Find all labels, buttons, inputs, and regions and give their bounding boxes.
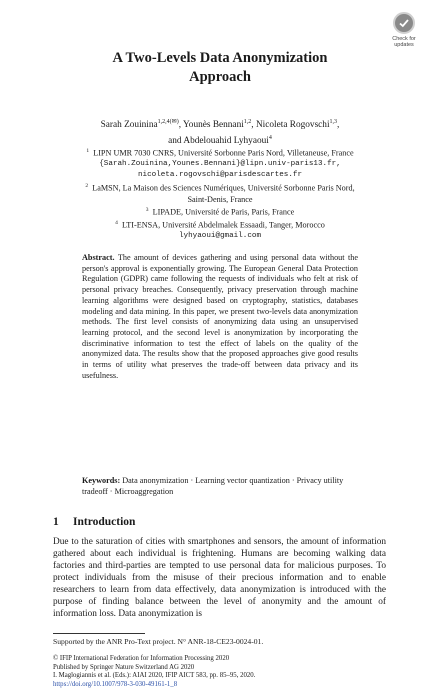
keywords-label: Keywords: [82, 476, 121, 485]
doi-link[interactable]: https://doi.org/10.1007/978-3-030-49161-1_8 [53, 680, 178, 688]
author-name: Nicoleta Rogovschi [255, 120, 330, 131]
author-list: Sarah Zouinina$^{1,2,4(✉)}$, Younès Bennani$^{1,2}$, Nicoleta Rogovschi$^{1,3}$, and Abdelouahid Lyhyaoui$^4$ [100, 119, 340, 147]
section-title: Introduction [73, 516, 136, 528]
affiliations: $^1$ LIPN UMR 7030 CNRS, Université Sorbonne Paris Nord, Villetaneuse, France {Sarah.Zouinina,Younes.Bennani}@lipn.univ-paris13.fr, nicoleta.rogovschi@parisdescartes.fr $^2$ LaMSN, La Maison des Sciences Numériques, Université Sorbonne Paris Nord, Saint-Denis, France $^3$ LIPADE, Université de Paris, Paris, France $^4$ LTI-ENSA, Université Abdelmalek Essaadi, Tanger, Morocco lyhyaoui@gmail.com [36, 146, 404, 243]
keywords [82, 476, 358, 497]
badge-label: Check for updates [392, 36, 416, 48]
author-name: and Abdelouahid Lyhyaoui [168, 136, 269, 147]
section-heading [53, 516, 135, 528]
affiliation-1-email[interactable]: nicoleta.rogovschi@parisdescartes.fr [137, 171, 303, 180]
abstract-text: The amount of devices gathering and using personal data without the person's approval is exponentially growing. The European General Data Protection Regulation (GDPR) came following the requests of individuals who felt at risk of personal privacy breaches. Consequently, privacy preservation through machine learning algorithms were designed based on cryptography, statistics, databases modeling and data mining. In this paper, we present two-levels data anonymization methods. The first level consists of anonymizing data using an unsupervised learning protocol, and the second level is anonymization by incorporating the discriminative information to test the effect of labels on the quality of the anonymized data. The results show that the proposed approaches give good results in terms of utility what preserves the trade-off between data privacy and its usefulness. [82, 253, 358, 380]
affiliation-1-emails[interactable]: {Sarah.Zouinina,Younes.Bennani}@lipn.univ-paris13.fr, [99, 159, 341, 168]
affiliation-4-email[interactable]: lyhyaoui@gmail.com [178, 232, 262, 241]
section-number: 1 [53, 516, 59, 528]
footnote-divider [53, 633, 145, 634]
keywords-text: Data anonymization · Learning vector quantization · Privacy utility tradeoff · Microaggregation [82, 476, 344, 496]
affiliation-3: $^3$ LIPADE, Université de Paris, Paris, France [145, 207, 295, 218]
check-for-updates-icon [393, 12, 415, 34]
footnote: Supported by the ANR Pro-Text project. N° ANR-18-CE23-0024-01. [53, 637, 264, 646]
abstract [82, 253, 358, 381]
affiliation-4: $^4$ LTI-ENSA, Université Abdelmalek Essaadi, Tanger, Morocco [115, 220, 325, 231]
affiliation-1: $^1$ LIPN UMR 7030 CNRS, Université Sorbonne Paris Nord, Villetaneuse, France [86, 148, 354, 158]
body-paragraph: Due to the saturation of cities with smartphones and sensors, the amount of information gathered about each individual is frightening. Humans are becoming walking data factories and third-parties are tempted to use personal data for malicious purposes. To protect individuals from the misuse of their precious information and to enable researchers to learn from data effectively, data anonymization is introduced with the purpose of finding balance between the level of anonymity and the amount of information loss. Data anonymization is [53, 537, 386, 620]
author-name: Younès Bennani [183, 120, 244, 131]
copyright-block: © IFIP International Federation for Information Processing 2020 Published by Springer Nature Switzerland AG 2020 I. Maglogiannis et al. (Eds.): AIAI 2020, IFIP AICT 583, pp. 85–95, 2020. https://doi.org/10.1007/978-3-030-49161-1_8 [53, 655, 256, 688]
abstract-label: Abstract. [82, 253, 115, 262]
paper-title: A Two-Levels Data Anonymization Approach [112, 50, 328, 85]
author-name: Sarah Zouinina [100, 120, 158, 131]
affiliation-2: $^2$ LaMSN, La Maison des Sciences Numériques, Université Sorbonne Paris Nord, [85, 183, 355, 194]
